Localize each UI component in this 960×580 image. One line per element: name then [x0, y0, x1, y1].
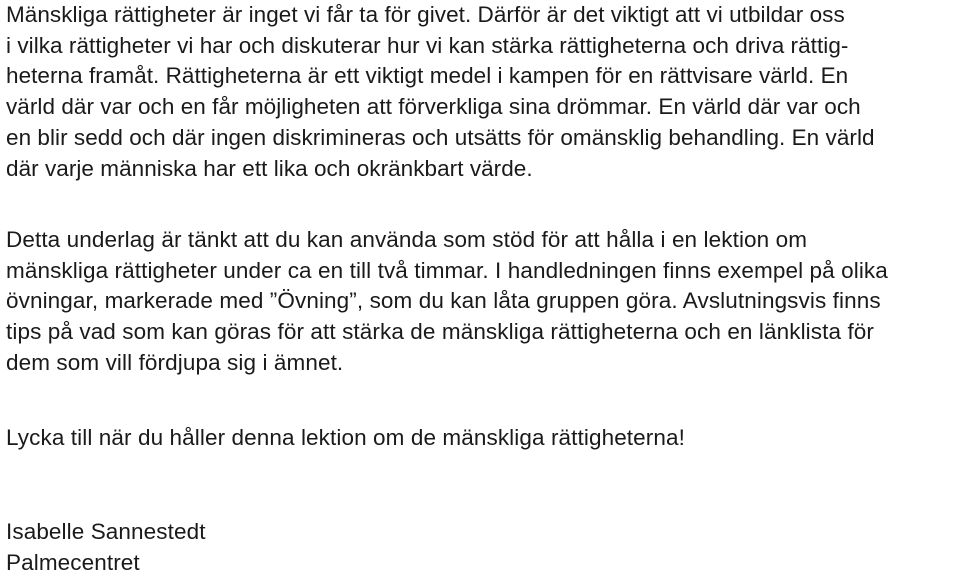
- guide-line: mänskliga rättigheter under ca en till två timmar. I handledningen finns exempel på olika: [6, 257, 888, 283]
- guide-paragraph: [6, 225, 888, 379]
- intro-line: en blir sedd och där ingen diskrimineras och utsätts för omänsklig behandling. En värld: [6, 124, 875, 150]
- intro-line: där varje människa har ett lika och okränkbart värde.: [6, 155, 533, 181]
- closing-line: Lycka till när du håller denna lektion om de mänskliga rättigheterna!: [6, 425, 685, 450]
- signature-name: Isabelle Sannestedt: [6, 519, 206, 544]
- guide-line: Detta underlag är tänkt att du kan använda som stöd för att hålla i en lektion om: [6, 227, 808, 252]
- intro-paragraph: [6, 0, 875, 184]
- intro-line: värld där var och en får möjligheten att förverkliga sina drömmar. En värld där var och: [6, 94, 861, 120]
- guide-line: övningar, markerade med ”Övning”, som du kan låta gruppen göra. Avslutningsvis finns: [6, 288, 881, 314]
- guide-line: dem som vill fördjupa sig i ämnet.: [6, 349, 344, 375]
- signature-organization: Palmecentret: [6, 549, 140, 575]
- guide-line: tips på vad som kan göras för att stärka de mänskliga rättigheterna och en länklista för: [6, 319, 874, 345]
- intro-line: i vilka rättigheter vi har och diskuterar hur vi kan stärka rättigheterna och driva rättig-: [6, 32, 849, 58]
- intro-line: Mänskliga rättigheter är inget vi får ta för givet. Därför är det viktigt att vi utbildar oss: [6, 2, 845, 27]
- intro-line: heterna framåt. Rättigheterna är ett viktigt medel i kampen för en rättvisare värld. En: [6, 63, 849, 89]
- closing-paragraph: [6, 423, 685, 454]
- signature-block: [6, 517, 206, 578]
